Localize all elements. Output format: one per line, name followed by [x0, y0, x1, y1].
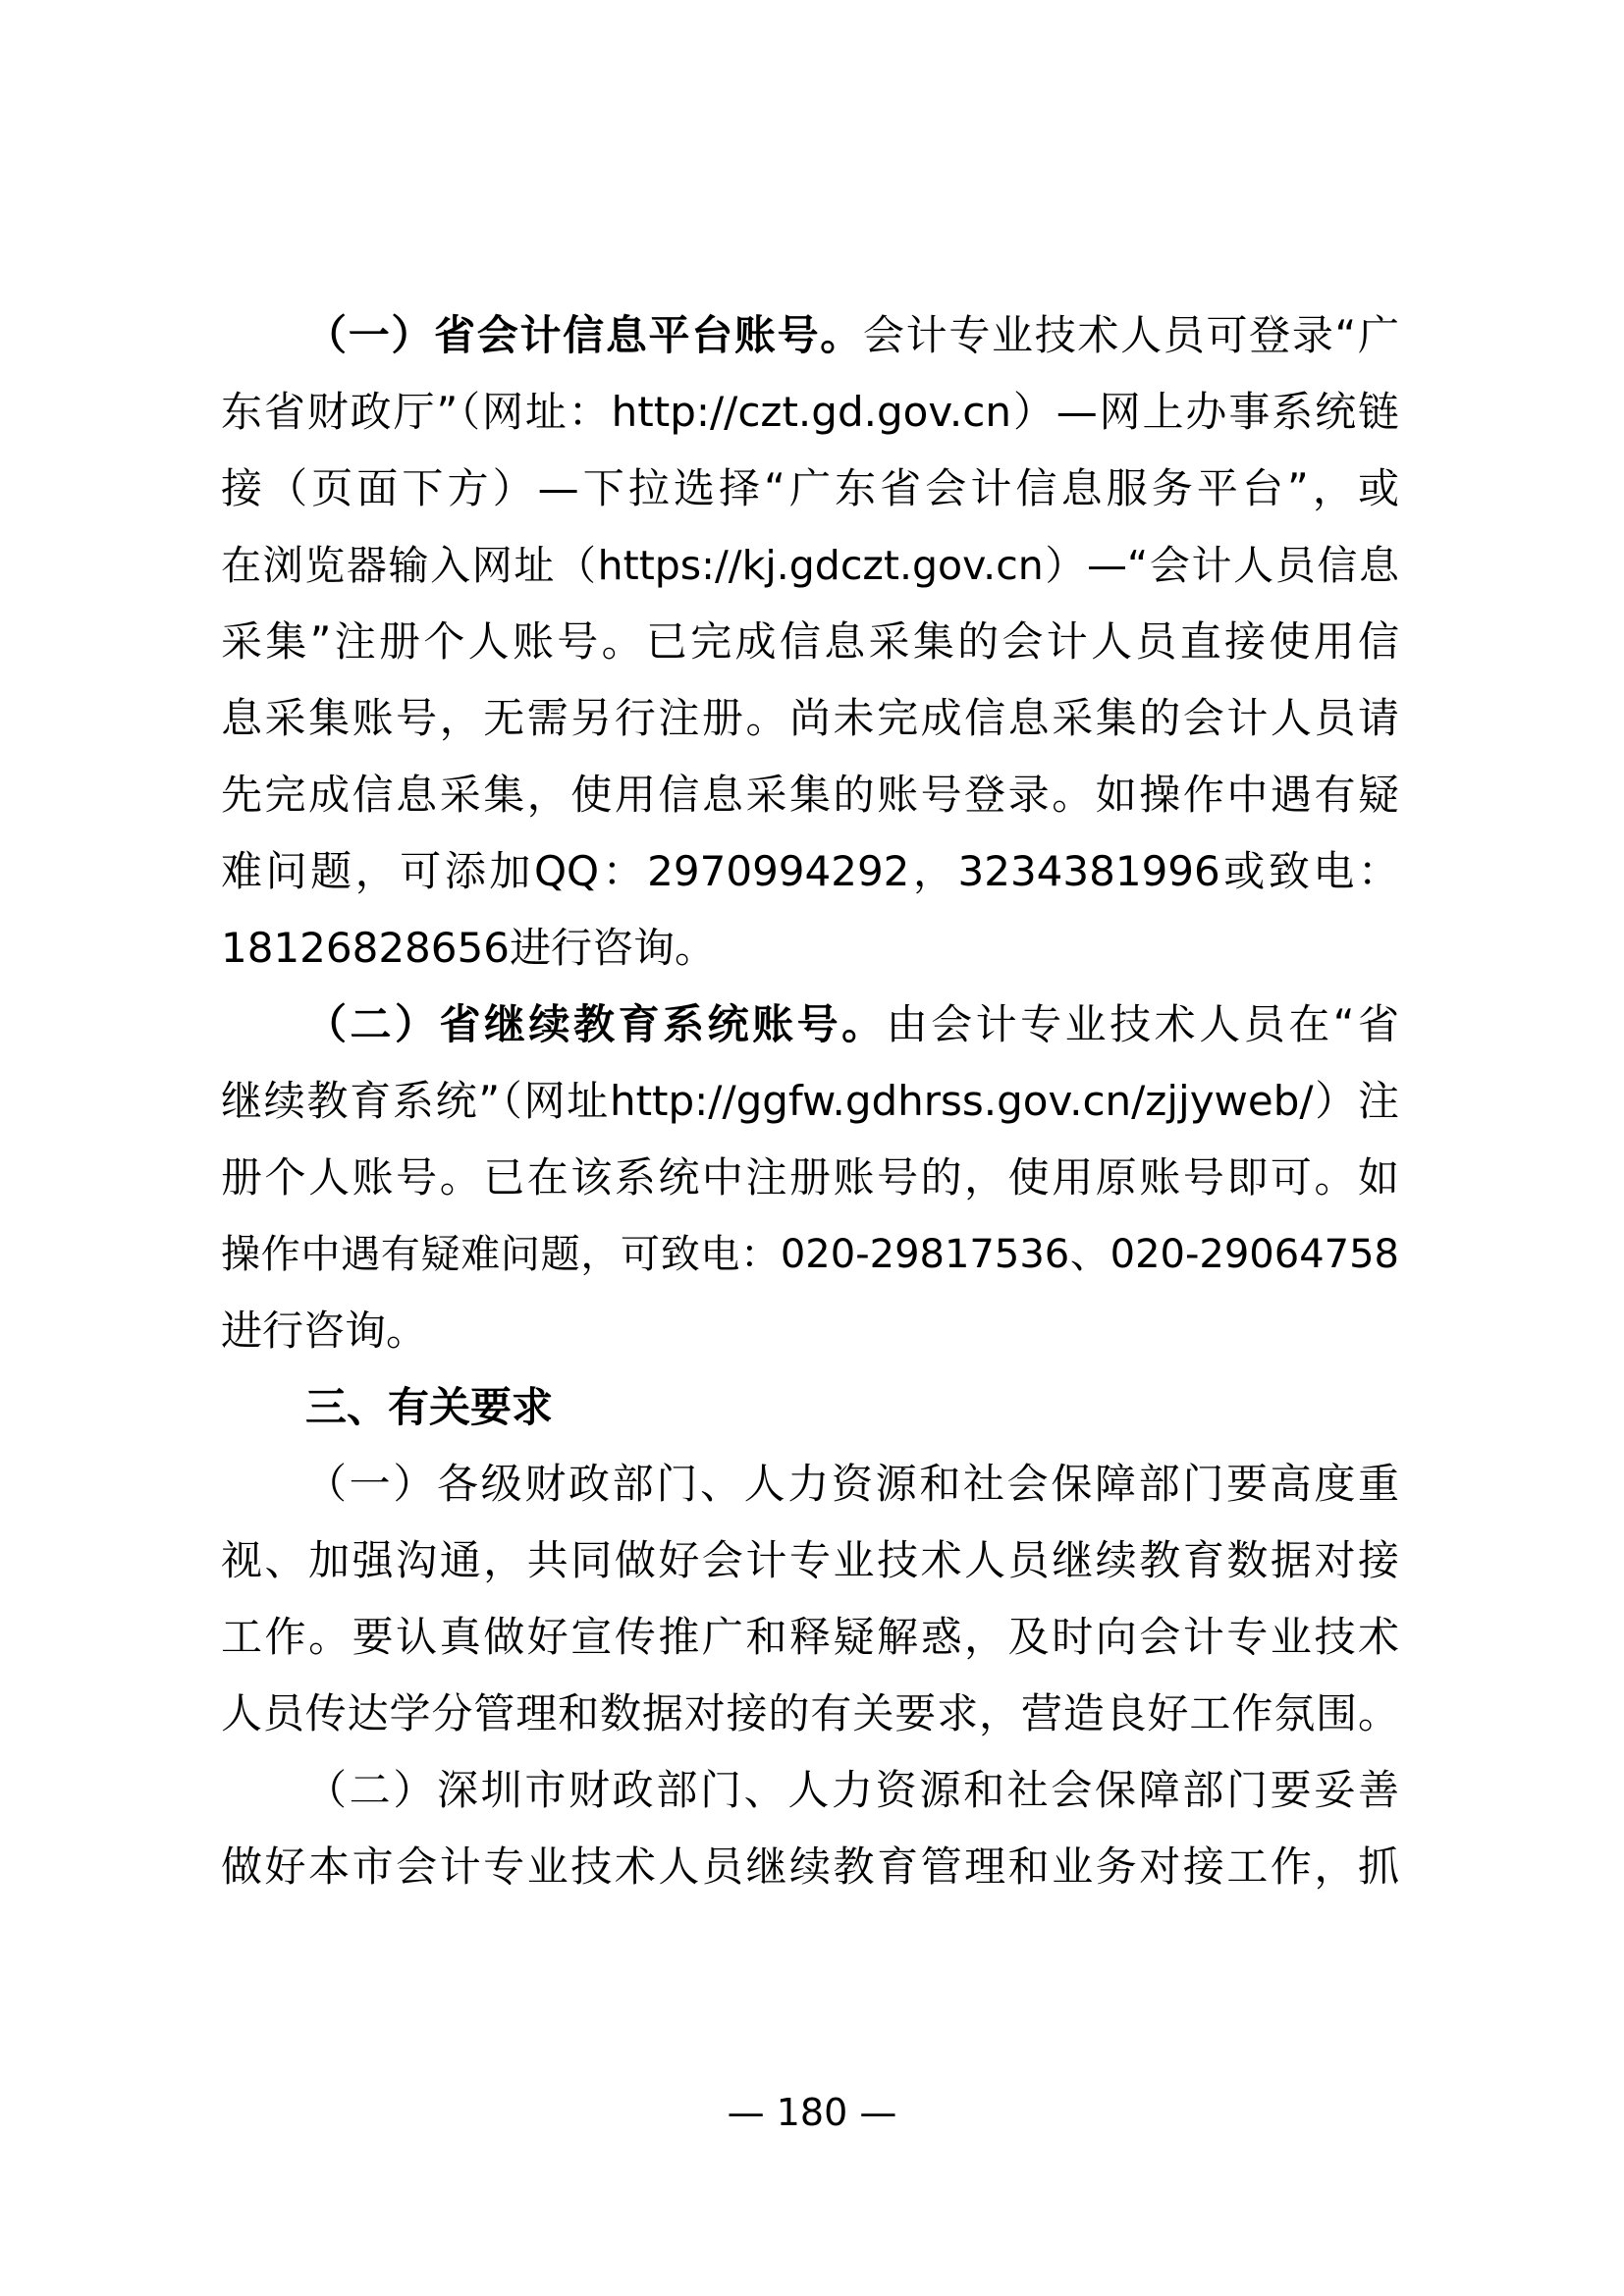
text-line: 接（页面下方）—下拉选择“广东省会计信息服务平台”，或	[221, 464, 1399, 512]
text-line: 视、加强沟通，共同做好会计专业技术人员继续教育数据对接	[221, 1536, 1399, 1584]
text-line: 册个人账号。已在该系统中注册账号的，使用原账号即可。如	[221, 1153, 1399, 1201]
paragraph-requirement-2	[221, 1752, 1399, 1905]
text-line	[221, 987, 1399, 1063]
text-line: 继续教育系统”（网址http://ggfw.gdhrss.gov.cn/zjjyweb/）注	[221, 1077, 1399, 1125]
text-line: 先完成信息采集，使用信息采集的账号登录。如操作中遇有疑	[221, 771, 1399, 819]
text-line	[221, 297, 1399, 374]
text-line: 人员传达学分管理和数据对接的有关要求，营造良好工作氛围。	[221, 1689, 1399, 1737]
document-body	[221, 297, 1399, 1905]
text-line: 采集”注册个人账号。已完成信息采集的会计人员直接使用信	[221, 617, 1399, 666]
text-line: 进行咨询。	[221, 1307, 428, 1355]
paragraph-heading: （二）省继续教育系统账号。	[305, 1000, 887, 1048]
paragraph-platform-account	[221, 297, 1399, 987]
text-line: （一）各级财政部门、人力资源和社会保障部门要高度重	[305, 1460, 1399, 1508]
page-number: — 180 —	[727, 2091, 897, 2134]
text-line: 18126828656进行咨询。	[221, 924, 716, 972]
text-line: 工作。要认真做好宣传推广和释疑解惑，及时向会计专业技术	[221, 1613, 1399, 1661]
text-line: 东省财政厅”（网址：http://czt.gd.gov.cn）—网上办事系统链	[221, 388, 1399, 436]
text-line: 操作中遇有疑难问题，可致电：020-29817536、020-29064758	[221, 1232, 1399, 1277]
text-line: 难问题，可添加QQ：2970994292，3234381996或致电：	[221, 847, 1399, 895]
paragraph-heading: （一）省会计信息平台账号。	[305, 311, 863, 359]
text-line: 在浏览器输入网址（https://kj.gdczt.gov.cn）—“会计人员信息	[221, 542, 1399, 589]
text-run: 会计专业技术人员可登录“广	[862, 311, 1399, 359]
text-line: 做好本市会计专业技术人员继续教育管理和业务对接工作，抓	[221, 1842, 1399, 1891]
text-line: 息采集账号，无需另行注册。尚未完成信息采集的会计人员请	[221, 694, 1399, 742]
section-heading: 三、有关要求	[305, 1383, 554, 1431]
text-line: （二）深圳市财政部门、人力资源和社会保障部门要妥善	[305, 1766, 1399, 1814]
paragraph-requirement-1	[221, 1446, 1399, 1752]
text-run: 由会计专业技术人员在“省	[886, 1000, 1399, 1048]
paragraph-education-account	[221, 987, 1399, 1369]
